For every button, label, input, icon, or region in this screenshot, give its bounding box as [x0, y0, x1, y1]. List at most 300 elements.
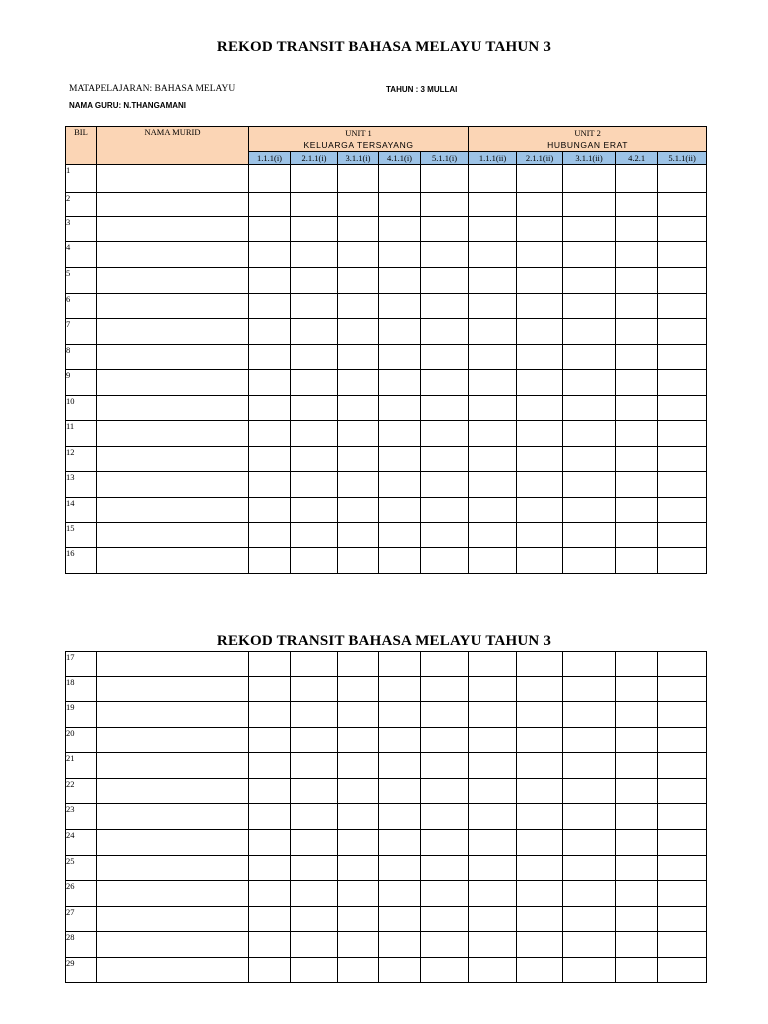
score-cell[interactable] — [291, 396, 338, 421]
score-cell[interactable] — [616, 242, 658, 268]
score-cell[interactable] — [338, 702, 379, 728]
score-cell[interactable] — [379, 779, 421, 804]
score-cell[interactable] — [616, 907, 658, 932]
score-cell[interactable] — [563, 652, 616, 677]
score-cell[interactable] — [338, 779, 379, 804]
score-cell[interactable] — [563, 728, 616, 753]
score-cell[interactable] — [249, 753, 291, 779]
score-cell[interactable] — [658, 958, 707, 983]
student-name-cell[interactable] — [97, 958, 249, 983]
score-cell[interactable] — [249, 193, 291, 217]
score-cell[interactable] — [469, 396, 517, 421]
score-cell[interactable] — [616, 421, 658, 447]
score-cell[interactable] — [517, 447, 563, 472]
score-cell[interactable] — [338, 830, 379, 856]
score-cell[interactable] — [469, 548, 517, 574]
student-name-cell[interactable] — [97, 319, 249, 345]
score-cell[interactable] — [249, 856, 291, 881]
score-cell[interactable] — [469, 677, 517, 702]
score-cell[interactable] — [291, 242, 338, 268]
student-name-cell[interactable] — [97, 702, 249, 728]
score-cell[interactable] — [291, 165, 338, 193]
score-cell[interactable] — [517, 217, 563, 242]
score-cell[interactable] — [421, 677, 469, 702]
score-cell[interactable] — [338, 268, 379, 294]
student-name-cell[interactable] — [97, 523, 249, 548]
score-cell[interactable] — [658, 907, 707, 932]
score-cell[interactable] — [338, 856, 379, 881]
score-cell[interactable] — [379, 217, 421, 242]
score-cell[interactable] — [616, 523, 658, 548]
score-cell[interactable] — [379, 881, 421, 907]
score-cell[interactable] — [338, 753, 379, 779]
score-cell[interactable] — [421, 447, 469, 472]
score-cell[interactable] — [338, 677, 379, 702]
score-cell[interactable] — [421, 217, 469, 242]
score-cell[interactable] — [517, 804, 563, 830]
score-cell[interactable] — [658, 165, 707, 193]
score-cell[interactable] — [469, 268, 517, 294]
score-cell[interactable] — [249, 294, 291, 319]
score-cell[interactable] — [563, 804, 616, 830]
score-cell[interactable] — [379, 294, 421, 319]
score-cell[interactable] — [658, 779, 707, 804]
score-cell[interactable] — [338, 804, 379, 830]
score-cell[interactable] — [291, 804, 338, 830]
student-name-cell[interactable] — [97, 268, 249, 294]
score-cell[interactable] — [291, 319, 338, 345]
score-cell[interactable] — [469, 472, 517, 498]
score-cell[interactable] — [379, 753, 421, 779]
score-cell[interactable] — [616, 472, 658, 498]
score-cell[interactable] — [379, 830, 421, 856]
student-name-cell[interactable] — [97, 472, 249, 498]
score-cell[interactable] — [421, 472, 469, 498]
score-cell[interactable] — [421, 753, 469, 779]
score-cell[interactable] — [379, 370, 421, 396]
score-cell[interactable] — [469, 856, 517, 881]
score-cell[interactable] — [616, 779, 658, 804]
score-cell[interactable] — [291, 932, 338, 958]
score-cell[interactable] — [338, 498, 379, 523]
score-cell[interactable] — [616, 702, 658, 728]
score-cell[interactable] — [249, 907, 291, 932]
score-cell[interactable] — [338, 370, 379, 396]
score-cell[interactable] — [658, 702, 707, 728]
score-cell[interactable] — [249, 677, 291, 702]
score-cell[interactable] — [421, 856, 469, 881]
score-cell[interactable] — [421, 881, 469, 907]
score-cell[interactable] — [249, 523, 291, 548]
score-cell[interactable] — [421, 268, 469, 294]
score-cell[interactable] — [379, 319, 421, 345]
score-cell[interactable] — [469, 702, 517, 728]
student-name-cell[interactable] — [97, 345, 249, 370]
score-cell[interactable] — [469, 830, 517, 856]
score-cell[interactable] — [291, 268, 338, 294]
score-cell[interactable] — [517, 294, 563, 319]
student-name-cell[interactable] — [97, 294, 249, 319]
score-cell[interactable] — [379, 472, 421, 498]
score-cell[interactable] — [421, 165, 469, 193]
score-cell[interactable] — [517, 779, 563, 804]
score-cell[interactable] — [658, 294, 707, 319]
score-cell[interactable] — [517, 193, 563, 217]
score-cell[interactable] — [469, 498, 517, 523]
score-cell[interactable] — [421, 345, 469, 370]
score-cell[interactable] — [658, 804, 707, 830]
score-cell[interactable] — [658, 268, 707, 294]
score-cell[interactable] — [658, 523, 707, 548]
score-cell[interactable] — [658, 319, 707, 345]
score-cell[interactable] — [469, 447, 517, 472]
student-name-cell[interactable] — [97, 677, 249, 702]
score-cell[interactable] — [658, 421, 707, 447]
score-cell[interactable] — [658, 652, 707, 677]
score-cell[interactable] — [469, 728, 517, 753]
score-cell[interactable] — [517, 728, 563, 753]
score-cell[interactable] — [379, 421, 421, 447]
score-cell[interactable] — [421, 370, 469, 396]
score-cell[interactable] — [249, 830, 291, 856]
score-cell[interactable] — [563, 881, 616, 907]
score-cell[interactable] — [658, 472, 707, 498]
score-cell[interactable] — [249, 396, 291, 421]
score-cell[interactable] — [338, 345, 379, 370]
student-name-cell[interactable] — [97, 907, 249, 932]
score-cell[interactable] — [469, 523, 517, 548]
score-cell[interactable] — [563, 370, 616, 396]
score-cell[interactable] — [338, 881, 379, 907]
score-cell[interactable] — [563, 702, 616, 728]
student-name-cell[interactable] — [97, 881, 249, 907]
score-cell[interactable] — [291, 881, 338, 907]
score-cell[interactable] — [421, 728, 469, 753]
score-cell[interactable] — [379, 548, 421, 574]
score-cell[interactable] — [563, 830, 616, 856]
student-name-cell[interactable] — [97, 779, 249, 804]
score-cell[interactable] — [379, 958, 421, 983]
student-name-cell[interactable] — [97, 753, 249, 779]
score-cell[interactable] — [421, 932, 469, 958]
score-cell[interactable] — [517, 242, 563, 268]
score-cell[interactable] — [616, 345, 658, 370]
student-name-cell[interactable] — [97, 932, 249, 958]
score-cell[interactable] — [658, 396, 707, 421]
score-cell[interactable] — [249, 242, 291, 268]
score-cell[interactable] — [379, 268, 421, 294]
score-cell[interactable] — [616, 881, 658, 907]
score-cell[interactable] — [291, 702, 338, 728]
score-cell[interactable] — [517, 472, 563, 498]
score-cell[interactable] — [517, 498, 563, 523]
score-cell[interactable] — [563, 294, 616, 319]
score-cell[interactable] — [517, 856, 563, 881]
score-cell[interactable] — [658, 193, 707, 217]
score-cell[interactable] — [517, 421, 563, 447]
score-cell[interactable] — [338, 165, 379, 193]
score-cell[interactable] — [421, 193, 469, 217]
score-cell[interactable] — [249, 472, 291, 498]
score-cell[interactable] — [469, 319, 517, 345]
score-cell[interactable] — [616, 652, 658, 677]
score-cell[interactable] — [517, 548, 563, 574]
score-cell[interactable] — [517, 958, 563, 983]
score-cell[interactable] — [563, 472, 616, 498]
score-cell[interactable] — [658, 932, 707, 958]
score-cell[interactable] — [291, 447, 338, 472]
score-cell[interactable] — [616, 319, 658, 345]
score-cell[interactable] — [563, 345, 616, 370]
score-cell[interactable] — [517, 881, 563, 907]
score-cell[interactable] — [291, 193, 338, 217]
score-cell[interactable] — [517, 932, 563, 958]
score-cell[interactable] — [338, 217, 379, 242]
score-cell[interactable] — [616, 753, 658, 779]
score-cell[interactable] — [379, 677, 421, 702]
score-cell[interactable] — [249, 165, 291, 193]
score-cell[interactable] — [469, 165, 517, 193]
score-cell[interactable] — [338, 523, 379, 548]
score-cell[interactable] — [616, 830, 658, 856]
score-cell[interactable] — [616, 268, 658, 294]
score-cell[interactable] — [421, 830, 469, 856]
student-name-cell[interactable] — [97, 193, 249, 217]
score-cell[interactable] — [469, 932, 517, 958]
score-cell[interactable] — [563, 217, 616, 242]
score-cell[interactable] — [616, 932, 658, 958]
score-cell[interactable] — [249, 702, 291, 728]
score-cell[interactable] — [563, 548, 616, 574]
score-cell[interactable] — [658, 242, 707, 268]
score-cell[interactable] — [291, 907, 338, 932]
score-cell[interactable] — [563, 421, 616, 447]
score-cell[interactable] — [563, 319, 616, 345]
score-cell[interactable] — [563, 498, 616, 523]
score-cell[interactable] — [249, 447, 291, 472]
score-cell[interactable] — [658, 498, 707, 523]
score-cell[interactable] — [421, 523, 469, 548]
score-cell[interactable] — [616, 548, 658, 574]
score-cell[interactable] — [517, 345, 563, 370]
score-cell[interactable] — [469, 294, 517, 319]
score-cell[interactable] — [563, 856, 616, 881]
score-cell[interactable] — [291, 677, 338, 702]
score-cell[interactable] — [616, 677, 658, 702]
score-cell[interactable] — [338, 548, 379, 574]
score-cell[interactable] — [563, 447, 616, 472]
score-cell[interactable] — [379, 728, 421, 753]
score-cell[interactable] — [616, 498, 658, 523]
score-cell[interactable] — [421, 396, 469, 421]
score-cell[interactable] — [563, 242, 616, 268]
score-cell[interactable] — [421, 319, 469, 345]
score-cell[interactable] — [616, 294, 658, 319]
score-cell[interactable] — [421, 702, 469, 728]
score-cell[interactable] — [517, 702, 563, 728]
score-cell[interactable] — [379, 652, 421, 677]
score-cell[interactable] — [291, 779, 338, 804]
score-cell[interactable] — [421, 242, 469, 268]
score-cell[interactable] — [249, 268, 291, 294]
score-cell[interactable] — [249, 421, 291, 447]
score-cell[interactable] — [658, 447, 707, 472]
score-cell[interactable] — [291, 498, 338, 523]
score-cell[interactable] — [563, 753, 616, 779]
score-cell[interactable] — [379, 193, 421, 217]
score-cell[interactable] — [249, 319, 291, 345]
score-cell[interactable] — [291, 548, 338, 574]
student-name-cell[interactable] — [97, 652, 249, 677]
score-cell[interactable] — [291, 523, 338, 548]
score-cell[interactable] — [249, 370, 291, 396]
score-cell[interactable] — [658, 548, 707, 574]
score-cell[interactable] — [469, 370, 517, 396]
student-name-cell[interactable] — [97, 498, 249, 523]
score-cell[interactable] — [517, 753, 563, 779]
score-cell[interactable] — [249, 548, 291, 574]
student-name-cell[interactable] — [97, 370, 249, 396]
score-cell[interactable] — [249, 804, 291, 830]
score-cell[interactable] — [379, 907, 421, 932]
score-cell[interactable] — [291, 472, 338, 498]
student-name-cell[interactable] — [97, 217, 249, 242]
score-cell[interactable] — [379, 396, 421, 421]
student-name-cell[interactable] — [97, 242, 249, 268]
score-cell[interactable] — [658, 217, 707, 242]
score-cell[interactable] — [616, 728, 658, 753]
score-cell[interactable] — [338, 193, 379, 217]
score-cell[interactable] — [338, 319, 379, 345]
student-name-cell[interactable] — [97, 548, 249, 574]
score-cell[interactable] — [291, 217, 338, 242]
score-cell[interactable] — [338, 958, 379, 983]
score-cell[interactable] — [658, 881, 707, 907]
score-cell[interactable] — [291, 753, 338, 779]
score-cell[interactable] — [338, 421, 379, 447]
score-cell[interactable] — [338, 652, 379, 677]
score-cell[interactable] — [249, 217, 291, 242]
student-name-cell[interactable] — [97, 421, 249, 447]
score-cell[interactable] — [379, 498, 421, 523]
student-name-cell[interactable] — [97, 728, 249, 753]
score-cell[interactable] — [469, 881, 517, 907]
score-cell[interactable] — [338, 932, 379, 958]
score-cell[interactable] — [338, 242, 379, 268]
score-cell[interactable] — [658, 856, 707, 881]
score-cell[interactable] — [379, 447, 421, 472]
score-cell[interactable] — [563, 958, 616, 983]
score-cell[interactable] — [379, 523, 421, 548]
score-cell[interactable] — [249, 958, 291, 983]
score-cell[interactable] — [517, 370, 563, 396]
score-cell[interactable] — [249, 932, 291, 958]
score-cell[interactable] — [469, 421, 517, 447]
score-cell[interactable] — [616, 396, 658, 421]
score-cell[interactable] — [517, 165, 563, 193]
score-cell[interactable] — [563, 907, 616, 932]
score-cell[interactable] — [421, 958, 469, 983]
score-cell[interactable] — [249, 881, 291, 907]
score-cell[interactable] — [563, 268, 616, 294]
score-cell[interactable] — [517, 523, 563, 548]
score-cell[interactable] — [658, 728, 707, 753]
score-cell[interactable] — [563, 396, 616, 421]
score-cell[interactable] — [291, 370, 338, 396]
score-cell[interactable] — [421, 779, 469, 804]
score-cell[interactable] — [291, 728, 338, 753]
score-cell[interactable] — [379, 804, 421, 830]
score-cell[interactable] — [563, 193, 616, 217]
score-cell[interactable] — [249, 498, 291, 523]
score-cell[interactable] — [421, 421, 469, 447]
score-cell[interactable] — [249, 345, 291, 370]
score-cell[interactable] — [658, 345, 707, 370]
score-cell[interactable] — [379, 702, 421, 728]
score-cell[interactable] — [291, 856, 338, 881]
score-cell[interactable] — [469, 804, 517, 830]
score-cell[interactable] — [291, 421, 338, 447]
score-cell[interactable] — [616, 856, 658, 881]
score-cell[interactable] — [469, 193, 517, 217]
score-cell[interactable] — [379, 856, 421, 881]
score-cell[interactable] — [379, 165, 421, 193]
score-cell[interactable] — [517, 652, 563, 677]
score-cell[interactable] — [517, 830, 563, 856]
score-cell[interactable] — [517, 319, 563, 345]
score-cell[interactable] — [658, 830, 707, 856]
score-cell[interactable] — [291, 345, 338, 370]
score-cell[interactable] — [291, 830, 338, 856]
score-cell[interactable] — [379, 932, 421, 958]
score-cell[interactable] — [291, 652, 338, 677]
score-cell[interactable] — [469, 345, 517, 370]
score-cell[interactable] — [338, 447, 379, 472]
score-cell[interactable] — [379, 345, 421, 370]
score-cell[interactable] — [469, 753, 517, 779]
score-cell[interactable] — [469, 242, 517, 268]
score-cell[interactable] — [563, 932, 616, 958]
score-cell[interactable] — [421, 652, 469, 677]
score-cell[interactable] — [338, 907, 379, 932]
score-cell[interactable] — [421, 294, 469, 319]
score-cell[interactable] — [249, 728, 291, 753]
score-cell[interactable] — [563, 165, 616, 193]
score-cell[interactable] — [249, 779, 291, 804]
student-name-cell[interactable] — [97, 396, 249, 421]
student-name-cell[interactable] — [97, 165, 249, 193]
score-cell[interactable] — [563, 523, 616, 548]
score-cell[interactable] — [379, 242, 421, 268]
score-cell[interactable] — [469, 907, 517, 932]
score-cell[interactable] — [658, 753, 707, 779]
student-name-cell[interactable] — [97, 447, 249, 472]
score-cell[interactable] — [469, 779, 517, 804]
score-cell[interactable] — [421, 804, 469, 830]
score-cell[interactable] — [338, 396, 379, 421]
score-cell[interactable] — [338, 728, 379, 753]
score-cell[interactable] — [517, 677, 563, 702]
score-cell[interactable] — [517, 268, 563, 294]
score-cell[interactable] — [563, 779, 616, 804]
score-cell[interactable] — [658, 370, 707, 396]
score-cell[interactable] — [421, 498, 469, 523]
score-cell[interactable] — [563, 677, 616, 702]
score-cell[interactable] — [616, 193, 658, 217]
score-cell[interactable] — [517, 396, 563, 421]
student-name-cell[interactable] — [97, 856, 249, 881]
score-cell[interactable] — [291, 294, 338, 319]
